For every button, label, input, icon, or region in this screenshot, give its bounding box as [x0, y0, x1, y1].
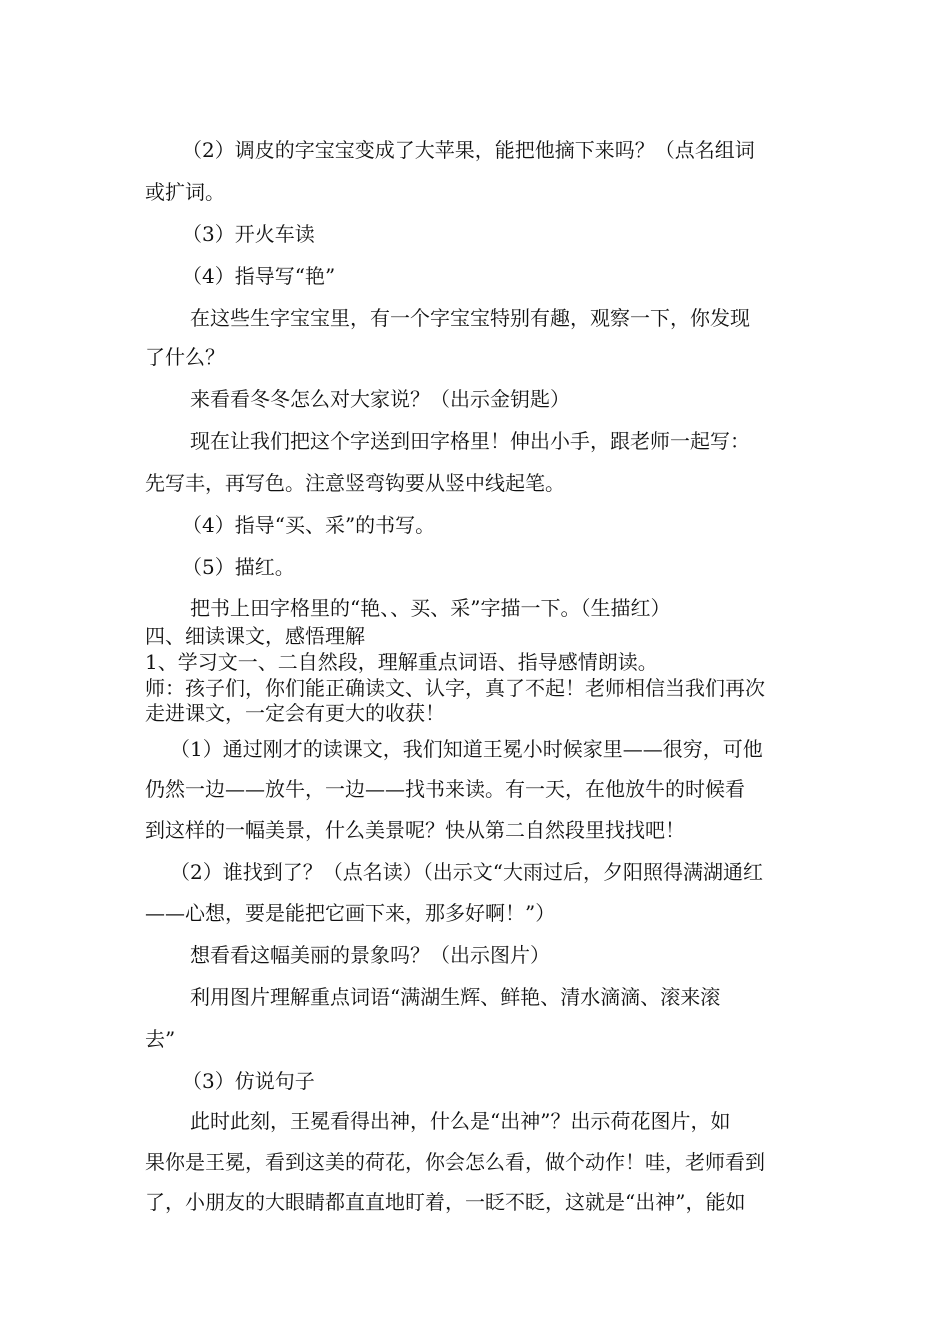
text-line: 来看看冬冬怎么对大家说？（出示金钥匙）	[190, 387, 570, 411]
text-line: 在这些生字宝宝里，有一个字宝宝特别有趣，观察一下，你发现	[190, 306, 750, 330]
text-line: 了，小朋友的大眼睛都直直地盯着，一眨不眨，这就是“出神”，能如	[145, 1190, 746, 1214]
text-line: 把书上田字格里的“艳、、买、采”字描一下。（生描红）	[190, 596, 671, 620]
text-line: 利用图片理解重点词语“满湖生辉、鲜艳、清水滴滴、滚来滚	[190, 985, 721, 1009]
text-line: 了什么？	[145, 345, 225, 369]
text-line: 果你是王冕，看到这美的荷花，你会怎么看，做个动作！哇，老师看到	[145, 1150, 765, 1174]
text-line: 仍然一边——放牛，一边——找书来读。有一天，在他放牛的时候看	[145, 777, 745, 801]
text-line: ——心想，要是能把它画下来，那多好啊！”）	[145, 901, 556, 925]
text-line: 或扩词。	[145, 180, 225, 204]
text-line: 到这样的一幅美景，什么美景呢？快从第二自然段里找找吧！	[145, 818, 685, 842]
text-line: 1、学习文一、二自然段，理解重点词语、指导感情朗读。	[145, 650, 658, 674]
text-line: （2）调皮的字宝宝变成了大苹果，能把他摘下来吗？（点名组词	[182, 138, 755, 162]
text-line: （2）谁找到了？（点名读）（出示文“大雨过后，夕阳照得满湖通红	[170, 860, 763, 884]
text-line: 此时此刻，王冕看得出神，什么是“出神”？出示荷花图片，如	[190, 1109, 731, 1133]
text-line: 现在让我们把这个字送到田字格里！伸出小手，跟老师一起写：	[190, 429, 750, 453]
text-line: 走进课文，一定会有更大的收获！	[145, 701, 445, 725]
text-line: （1）通过刚才的读课文，我们知道王冕小时候家里——很穷，可他	[170, 737, 763, 761]
text-line: 想看看这幅美丽的景象吗？（出示图片）	[190, 943, 550, 967]
text-line: 师：孩子们，你们能正确读文、认字，真了不起！老师相信当我们再次	[145, 676, 765, 700]
text-line: （5）描红。	[182, 555, 295, 579]
text-line: 先写丰，再写色。注意竖弯钩要从竖中线起笔。	[145, 471, 565, 495]
text-line: 去”	[145, 1027, 176, 1051]
text-line: （4）指导“买、采”的书写。	[182, 513, 436, 537]
text-line: （4）指导写“艳”	[182, 264, 336, 288]
text-line: （3）开火车读	[182, 222, 315, 246]
text-line: （3）仿说句子	[182, 1069, 315, 1093]
section-heading: 四、细读课文，感悟理解	[145, 624, 365, 648]
